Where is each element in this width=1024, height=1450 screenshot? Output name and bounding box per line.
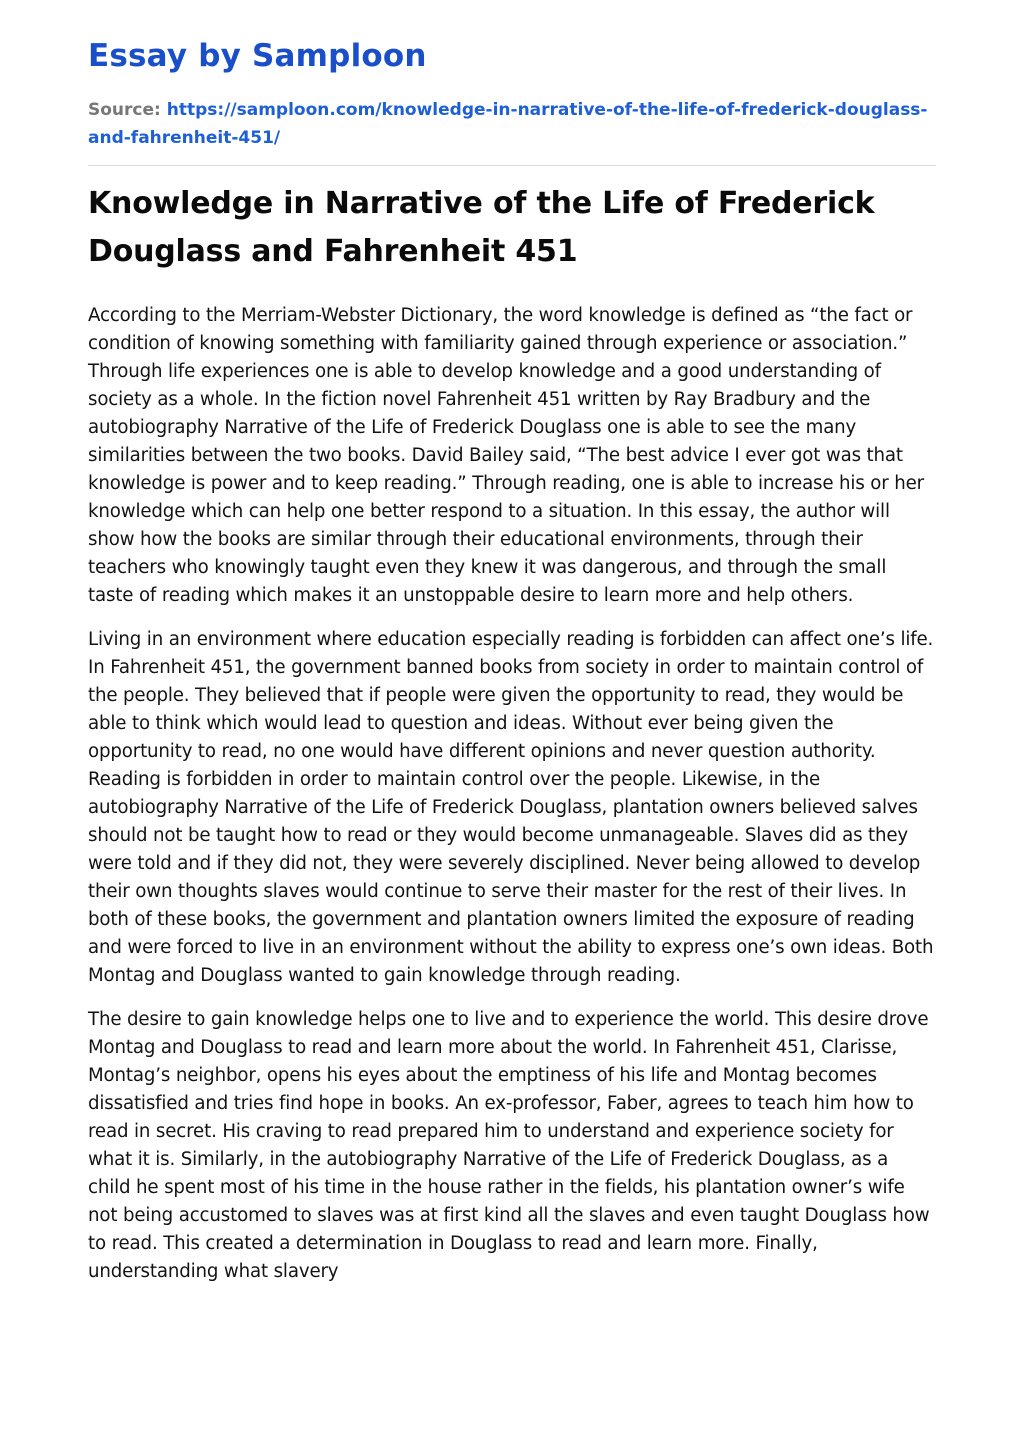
essay-paragraph-1: According to the Merriam-Webster Dictionary, the word knowledge is defined as “the fact or condition of knowing something with familiarity gained through experience or association.” Through life experiences one is able to develop knowledge and a good understanding of society as a whole. In the fiction novel Fahrenheit 451 written by Ray Bradbury and the autobiography Narrative of the Life of Frederick Douglass one is able to see the many similarities between the two books. David Bailey said, “The best advice I ever got was that knowledge is power and to keep reading.” Through reading, one is able to increase his or her knowledge which can help one better respond to a situation. In this essay, the author will show how the books are similar through their educational environments, through their teachers who knowingly taught even they knew it was dangerous, and through the small taste of reading which makes it an unstoppable desire to learn more and help others. — [88, 305, 924, 606]
source-label: Source: — [88, 100, 161, 120]
essay-body — [88, 302, 936, 1286]
essay-paragraph-3: The desire to gain knowledge helps one to live and to experience the world. This desire drove Montag and Douglass to read and learn more about the world. In Fahrenheit 451, Clarisse, Montag’s neighbor, opens his eyes about the emptiness of his life and Montag becomes dissatisfied and tries find hope in books. An ex-professor, Faber, agrees to teach him how to read in secret. His craving to read prepared him to understand and experience society for what it is. Similarly, in the autobiography Narrative of the Life of Frederick Douglass, as a child he spent most of his time in the house rather in the fields, his plantation owner’s wife not being accustomed to slaves was at first kind all the slaves and even taught Douglass how to read. This created a determination in Douglass to read and learn more. Finally, understanding what slavery — [88, 1009, 930, 1282]
header-divider — [88, 165, 936, 166]
source-link[interactable]: https://samploon.com/knowledge-in-narrative-of-the-life-of-frederick-douglass-and-fahrenheit-451/ — [88, 100, 928, 148]
site-brand-title: Essay by Samploon — [88, 38, 427, 74]
essay-paragraph-2: Living in an environment where education especially reading is forbidden can affect one’s life. In Fahrenheit 451, the government banned books from society in order to maintain control of the people. They believed that if people were given the opportunity to read, they would be able to think which would lead to question and ideas. Without ever being given the opportunity to read, no one would have different opinions and never question authority. Reading is forbidden in order to maintain control over the people. Likewise, in the autobiography Narrative of the Life of Frederick Douglass, plantation owners believed salves should not be taught how to read or they would become unmanageable. Slaves did as they were told and if they did not, they were severely disciplined. Never being allowed to develop their own thoughts slaves would continue to serve their master for the rest of their lives. In both of these books, the government and plantation owners limited the exposure of reading and were forced to live in an environment without the ability to express one’s own ideas. Both Montag and Douglass wanted to gain knowledge through reading. — [88, 629, 934, 986]
source-line — [88, 96, 936, 152]
essay-title: Knowledge in Narrative of the Life of Frederick Douglass and Fahrenheit 451 — [88, 186, 875, 269]
